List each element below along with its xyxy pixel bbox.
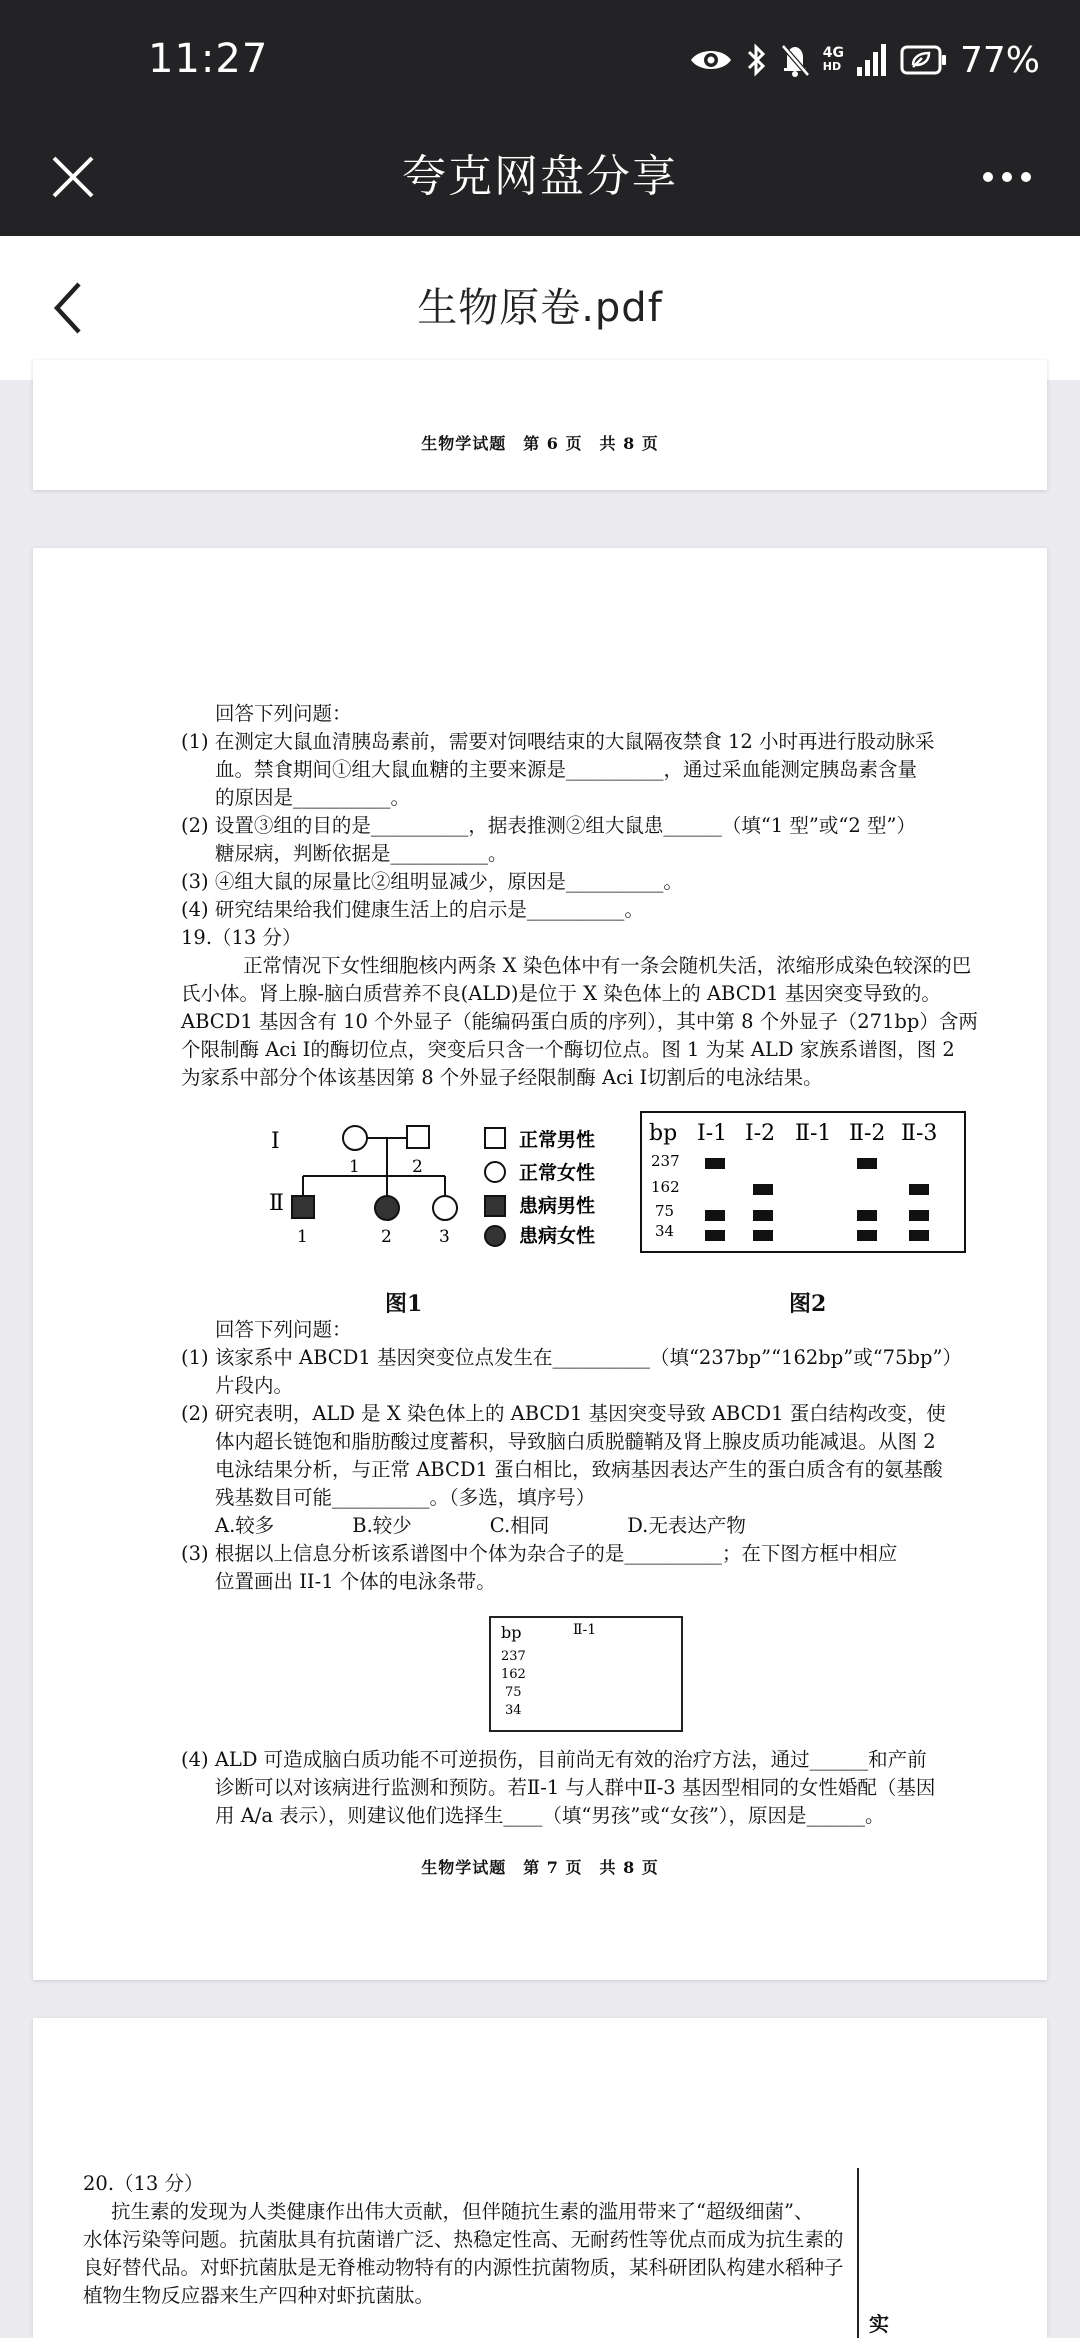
more-icon [982,171,1032,183]
status-time: 11:27 [148,36,269,82]
column-divider [857,2168,859,2338]
pdf-page-6 [33,360,1047,490]
question-18-block [181,700,1005,1092]
female-affected-II2 [375,1196,399,1220]
text-line: 片段内。 [215,1374,294,1397]
text-line: 水体污染等问题。抗菌肽具有抗菌谱广泛、热稳定性高、无耐药性等优点而成为抗生素的 [83,2228,844,2251]
gen-I-label: Ⅰ [271,1129,280,1154]
pedigree-chart [269,1126,595,1247]
svg-text:2: 2 [381,1227,392,1247]
text-line: (1) 在测定大鼠血清胰岛素前，需要对饲喂结束的大鼠隔夜禁食 12 小时再进行股动脉采 [181,730,935,753]
network-label-top: 4G [822,45,844,61]
text-line: 植物生物反应器来生产四种对虾抗菌肽。 [83,2284,435,2307]
document-title: 生物原卷.pdf [417,285,663,331]
pdf-page-8 [33,2018,1047,2338]
figure-1-label: 图1 [385,1291,423,1317]
text-line: 个限制酶 Aci Ⅰ的酶切位点，突变后只含一个酶切位点。图 1 为某 ALD 家族系谱图，图 2 [181,1038,955,1061]
figures [233,1112,973,1292]
text-line: 为家系中部分个体该基因第 8 个外显子经限制酶 Aci Ⅰ切割后的电泳结果。 [181,1066,823,1089]
svg-text:患病男性: 患病男性 [519,1195,596,1217]
pdf-page-7 [33,548,1047,1980]
more-button[interactable] [972,142,1042,212]
svg-text:bp: bp [501,1623,522,1642]
text-line: 氏小体。肾上腺-脑白质营养不良(ALD)是位于 X 染色体上的 ABCD1 基因突变导致的。 [181,982,941,1005]
text-line: 抗生素的发现为人类健康作出伟大贡献，但伴随抗生素的滥用带来了“超级细菌”、 [111,2200,814,2223]
svg-text:162: 162 [501,1667,526,1682]
back-icon [53,281,83,335]
svg-text:34: 34 [505,1703,522,1718]
text-line: 正常情况下女性细胞核内两条 X 染色体中有一条会随机失活，浓缩形成染色较深的巴 [243,954,972,977]
pdf-viewer[interactable] [0,380,1080,2336]
eye-comfort-icon [689,45,733,75]
side-text: 实 [869,2312,889,2336]
text-line: (2) 研究表明，ALD 是 X 染色体上的 ABCD1 基因突变导致 ABCD1 蛋白结构改变，使 [181,1402,946,1425]
electrophoresis-gel [641,1112,965,1252]
text-line: (4) ALD 可造成脑白质功能不可逆损伤，目前尚无有效的治疗方法，通过______和产前 [181,1748,927,1771]
text-line: 残基数目可能__________。（多选，填序号） [215,1486,596,1509]
battery-icon [900,44,948,76]
text-line: 诊断可以对该病进行监测和预防。若Ⅱ-1 与人群中Ⅱ-3 基因型相同的女性婚配（基因 [215,1776,936,1799]
svg-text:75: 75 [505,1685,522,1700]
text-line: A.较多 B.较少 C.相同 D.无表达产物 [215,1514,746,1537]
male-affected-II1 [292,1196,314,1218]
svg-text:237: 237 [501,1649,526,1664]
svg-text:3: 3 [439,1227,450,1247]
back-button[interactable] [36,272,100,344]
text-line: ABCD1 基因含有 10 个外显子（能编码蛋白质的序列），其中第 8 个外显子（271bp）含两 [181,1010,978,1033]
svg-text:Ⅱ-1: Ⅱ-1 [573,1622,597,1638]
question-19-block [181,1316,1005,1596]
text-line: (1) 该家系中 ABCD1 基因突变位点发生在__________（填“237bp”“162bp”或“75bp”） [181,1346,962,1369]
gen-II-label: Ⅱ [269,1191,284,1216]
text-line: 回答下列问题： [215,702,352,725]
document-header [0,236,1080,380]
signal-icon [856,43,888,77]
svg-text:bp: bp [649,1121,678,1146]
text-line: 的原因是__________。 [215,786,411,809]
question-20-block [83,2170,903,2310]
svg-text:Ⅱ-3: Ⅱ-3 [901,1121,938,1146]
svg-text:162: 162 [651,1178,680,1196]
svg-text:1: 1 [297,1227,308,1247]
female-normal-I1 [343,1126,367,1150]
answer-gel-box [489,1616,683,1732]
status-bar [0,0,1080,118]
bluetooth-icon [745,42,767,78]
text-line: 位置画出 II-1 个体的电泳条带。 [215,1570,496,1593]
text-line: (4) 研究结果给我们健康生活上的启示是__________。 [181,898,644,921]
text-line: (3) ④组大鼠的尿量比②组明显减少，原因是__________。 [181,870,683,893]
svg-text:正常女性: 正常女性 [519,1162,596,1184]
svg-text:Ⅱ-2: Ⅱ-2 [849,1121,886,1146]
page-footer: 生物学试题 第 7 页 共 8 页 [421,1858,659,1877]
text-line: 电泳结果分析，与正常 ABCD1 蛋白相比，致病基因表达产生的蛋白质含有的氨基酸 [215,1458,943,1481]
battery-percent: 77% [959,39,1040,81]
network-type [823,46,844,74]
question-number: 20.（13 分） [83,2172,204,2195]
text-line: 良好替代品。对虾抗菌肽是无脊椎动物特有的内源性抗菌物质，某科研团队构建水稻种子 [83,2256,844,2279]
text-line: (3) 根据以上信息分析该系谱图中个体为杂合子的是__________；在下图方框中相应 [181,1542,898,1565]
text-line: 回答下列问题： [215,1318,352,1341]
app-title: 夸克网盘分享 [402,151,678,202]
text-line: (2) 设置③组的目的是__________，据表推测②组大鼠患______（填“1 型”或“2 型”） [181,814,916,837]
svg-text:Ⅰ-2: Ⅰ-2 [745,1121,776,1146]
text-line: 血。禁食期间①组大鼠血糖的主要来源是__________，通过采血能测定胰岛素含量 [215,758,918,781]
figure-2-label: 图2 [789,1291,827,1317]
female-normal-II3 [433,1196,457,1220]
svg-text:正常男性: 正常男性 [519,1129,596,1151]
svg-text:Ⅰ-1: Ⅰ-1 [697,1121,728,1146]
pedigree-and-gel-figure [233,1112,973,1292]
status-icons [689,36,1040,84]
question-19-4-block [181,1746,1005,1830]
page-footer: 生物学试题 第 6 页 共 8 页 [421,434,659,453]
svg-text:患病女性: 患病女性 [519,1225,596,1247]
network-label-bottom: HD [822,60,842,73]
question-number: 19.（13 分） [181,926,302,949]
svg-text:34: 34 [655,1222,675,1240]
male-normal-I2 [407,1126,429,1148]
svg-text:Ⅱ-1: Ⅱ-1 [795,1121,832,1146]
mute-bell-icon [779,42,811,78]
text-line: 用 A/a 表示），则建议他们选择生____（填“男孩”或“女孩”），原因是______。 [215,1804,885,1827]
title-bar [0,118,1080,236]
svg-text:237: 237 [651,1152,680,1170]
text-line: 体内超长链饱和脂肪酸过度蓄积，导致脑白质脱髓鞘及肾上腺皮质功能减退。从图 2 [215,1430,936,1453]
svg-text:75: 75 [655,1202,675,1220]
svg-text:1: 1 [349,1157,360,1177]
svg-text:2: 2 [412,1157,423,1177]
text-line: 糖尿病，判断依据是__________。 [215,842,508,865]
